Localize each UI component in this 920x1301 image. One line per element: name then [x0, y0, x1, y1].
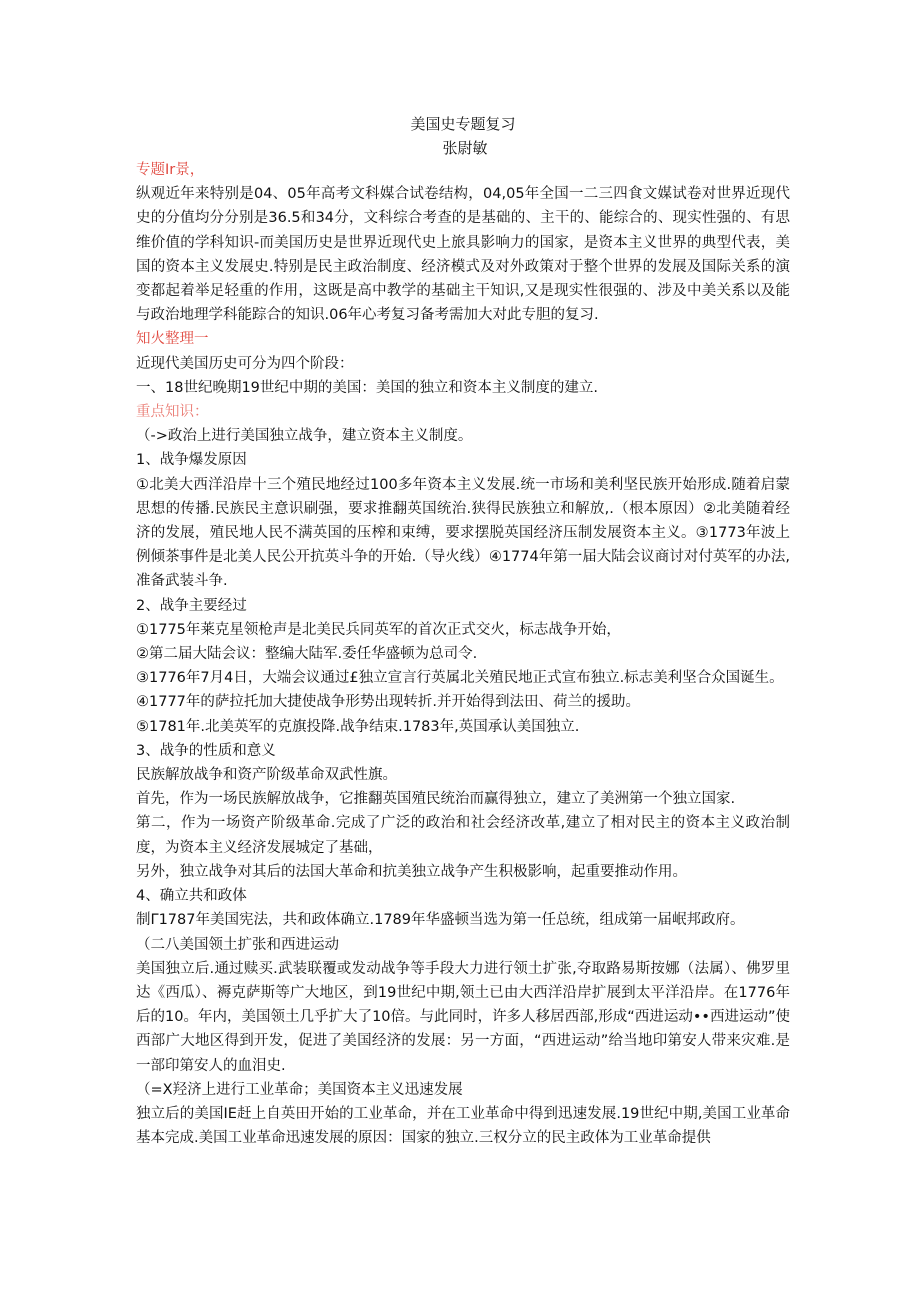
body-paragraph: （二八美国领土扩张和西进运动 [136, 936, 339, 953]
body-paragraph: 2、战争主要经过 [136, 597, 247, 614]
body-paragraph: （=X羟济上进行工业革命；美国资本主义迅速发展 [136, 1081, 463, 1098]
body-paragraph: 制Γ1787年美国宪法，共和政体确立.1789年华盛顿当选为第一任总统，组成第一届岷邦政府。 [136, 912, 745, 929]
body-paragraph: 3、战争的性质和意义 [136, 742, 276, 759]
body-paragraph: 近现代美国历史可分为四个阶段： [136, 355, 354, 372]
body-paragraph: 纵观近年来特别是04、05年高考文科媒合试卷结构，04,05年全国一二三四食文媒试卷对世界近现代史的分值均分分别是36.5和34分，文科综合考查的是基础的、主干的、能综合的、现实性强的、有思维价值的学科知识-而美国历史是世界近现代史上旅具影响力的国家，是资本主义世界的典型代表，美国的资本主义发展史.特别是民主政治制度、经济模式及对外政策对于整个世界的发展及国际关系的演变都起着举足轻重的作用，这既是高中教学的基础主干知识,又是现实性很强的、涉及中美关系以及能与政治地理学科能踪合的知识.06年心考复习备考需加大对此专胆的复习. [136, 186, 790, 324]
body-paragraph: 4、确立共和政体 [136, 888, 247, 905]
section-heading: 重点知识： [136, 404, 209, 421]
body-paragraph: ④1777年的萨拉托加大捷使战争形势出现转折.并开始得到法田、荷兰的援助。 [136, 694, 641, 711]
body-paragraph: 民族解放战争和资产阶级革命双武性旗。 [136, 767, 397, 784]
body-paragraph: 1、战争爆发原因 [136, 452, 247, 469]
body-paragraph: 一、18世纪晚期19世纪中期的美国：美国的独立和资本主义制度的建立. [136, 379, 599, 396]
body-paragraph: 另外，独立战争对其后的法国大革命和抗美独立战争产生积极影响，起重要推动作用。 [136, 863, 687, 880]
body-paragraph: ②第二届大陆会议：整编大陆军.委任华盛顿为总司令. [136, 646, 478, 663]
body-paragraph: （->政治上进行美国独立战争，建立资本主义制度。 [136, 428, 473, 445]
body-paragraph: 首先，作为一场民族解放战争，它推翻英国殖民统治而赢得独立，建立了美洲第一个独立国家. [136, 791, 736, 808]
section-heading: 专题Ir景， [136, 162, 205, 178]
body-paragraph: ①北美大西洋沿岸十三个殖民地经过100多年资本主义发展.统一市场和美利坚民族开始形成.随着启蒙思想的传播.民族民主意识刷强，要求推翻英国统治.狭得民族独立和解放,.（根本原因）②北美随着经济的发展，殖民地人民不满英国的压榨和束缚，要求摆脱英国经济压制发展资本主义。③1773年波上例倾茶事件是北美人民公开抗英斗争的开始.（导火线）④1774年第一届大陆会议商讨对付英军的办法,准备武装斗争. [136, 476, 790, 590]
title-block [0, 112, 920, 160]
document-body [136, 158, 790, 1150]
body-paragraph: ①1775年莱克星领枪声是北美民兵同英军的首次正式交火，标志战争开始， [136, 621, 621, 638]
body-paragraph: ⑤1781年.北美英军的克旗投降.战争结束.1783年,英国承认美国独立. [136, 718, 580, 735]
document-author: 张尉敏 [442, 139, 488, 157]
document-title: 美国史专题复习 [410, 115, 516, 133]
body-paragraph: ③1776年7月4日，大端会议通过£独立宣言行英属北关殖民地正式宣布独立.标志美利坚合众国诞生。 [136, 670, 784, 687]
body-paragraph: 美国独立后.通过赎买.武装联覆或发动战争等手段大力进行领土扩张,夺取路易斯按娜（法属）、佛罗里达《西瓜）、褥克萨斯等广大地区，到19世纪中期,领土已由大西洋沿岸扩展到太平洋沿岸。在1776年后的10。年内，美国领土几乎扩大了10倍。与此同时，许多人移居西部,形成“西进运动••西进运动”使西部广大地区得到开发，促进了美国经济的发展：另一方面，“西进运动”给当地印第安人带来灾难.是一部印第安人的血泪史. [136, 960, 790, 1074]
body-paragraph: 第二，作为一场资产阶级革命.完成了广泛的政治和社会经济改革,建立了相对民主的资本主义政治制度，为资本主义经济发展城定了基础， [136, 815, 790, 856]
body-paragraph: 独立后的美国IE赶上自英田开始的工业革命，并在工业革命中得到迅速发展.19世纪中期,美国工业革命基本完成.美国工业革命迅速发展的原因：国家的独立.三权分立的民主政体为工业革命提供 [136, 1105, 790, 1147]
section-heading: 知火整理一 [136, 331, 209, 348]
